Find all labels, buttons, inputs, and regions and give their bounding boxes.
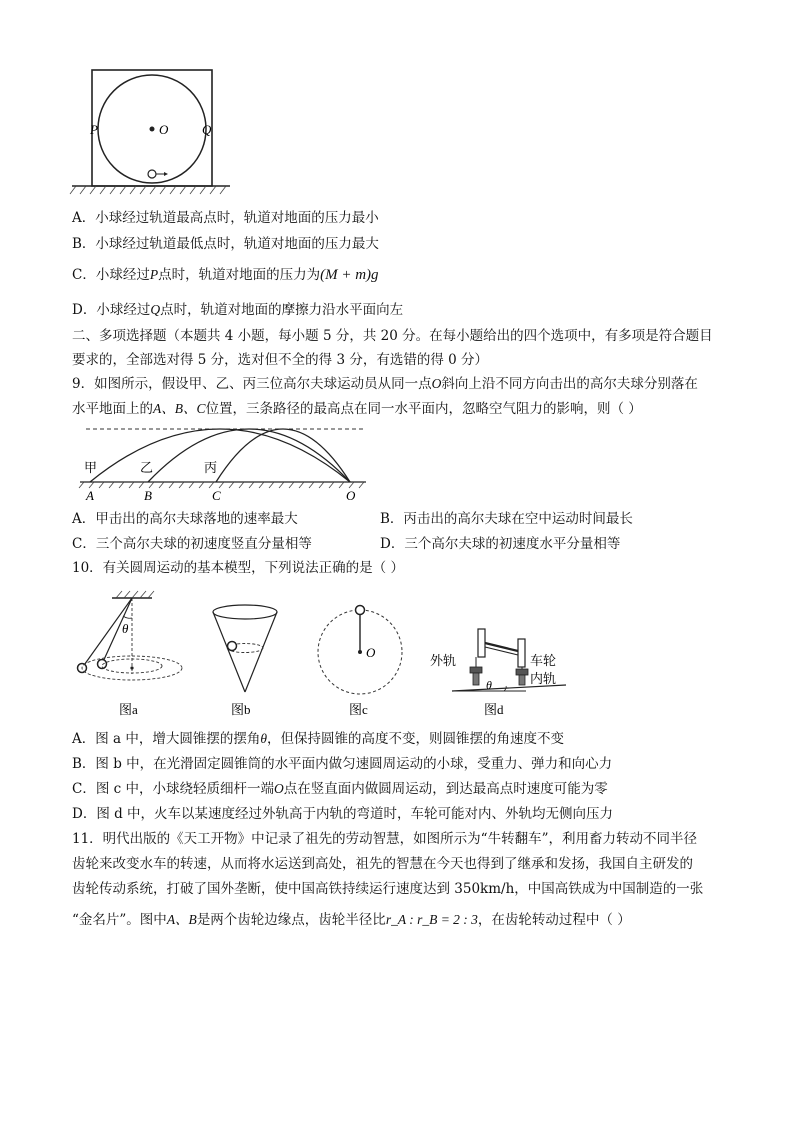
q10-option-a-post: ，但保持圆锥的高度不变，则圆锥摆的角速度不变	[267, 731, 565, 747]
q9-stem2-post: 位置，三条路径的最高点在同一水平面内，忽略空气阻力的影响，则（ ）	[205, 401, 642, 417]
q10-option-c-post: 点在竖直面内做圆周运动，到达最高点时速度可能为零	[283, 781, 608, 797]
q11-stem4-post: ，在齿轮转动过程中（ ）	[477, 912, 631, 928]
q8-track-figure	[68, 62, 233, 202]
q10-stem: 10．有关圆周运动的基本模型，下列说法正确的是（ ）	[72, 560, 404, 576]
q10-caption-b: 图b	[231, 702, 251, 717]
q9-option-a: A．甲击出的高尔夫球落地的速率最大	[72, 511, 298, 527]
q11-stem4-pre: “金名片”。图中	[72, 912, 167, 928]
q8-option-b: B．小球经过轨道最低点时，轨道对地面的压力最大	[72, 236, 379, 252]
q10-caption-d: 图d	[484, 702, 504, 717]
q10-caption-c: 图c	[349, 702, 368, 717]
q8-option-c	[72, 266, 379, 284]
q9-option-c: C．三个高尔夫球的初速度竖直分量相等	[72, 536, 312, 552]
q8-option-c-p: P	[149, 267, 159, 282]
q9-label-o: O	[346, 488, 356, 503]
q10c-label-o: O	[366, 645, 376, 660]
q9-option-d: D．三个高尔夫球的初速度水平分量相等	[380, 536, 621, 552]
q10-option-a-pre: A．图 a 中，增大圆锥摆的摆角	[72, 731, 261, 747]
q8-option-c-pre: C．小球经过	[72, 267, 150, 283]
q10-figure-d	[430, 625, 580, 720]
q9-label-b: B	[144, 488, 152, 503]
q9-stem-o: O	[431, 376, 442, 391]
q9-option-b: B．丙击出的高尔夫球在空中运动时间最长	[380, 511, 633, 527]
q8-option-d-pre: D．小球经过	[72, 302, 151, 318]
q9-stem-post: 斜向上沿不同方向击出的高尔夫球分别落在	[441, 376, 698, 392]
q11-stem-line2: 齿轮来改变水车的转速，从而将水运送到高处，祖先的智慧在今天也得到了继承和发扬，我国自主研发的	[72, 856, 693, 872]
q8-option-d-post: 点时，轨道对地面的摩擦力沿水平面向左	[160, 302, 404, 318]
q9-trajectory-figure	[78, 420, 368, 505]
q9-stem-line1	[72, 375, 698, 393]
q9-label-jia: 甲	[84, 460, 98, 475]
q10d-label-outer: 外轨	[430, 653, 457, 668]
q8-label-q: Q	[202, 122, 212, 137]
q10-figure-a	[72, 588, 197, 720]
q9-label-bing: 丙	[204, 460, 218, 475]
q10d-label-inner: 内轨	[530, 671, 557, 686]
q10d-label-theta: θ	[486, 678, 492, 692]
q11-stem-line3: 齿轮传动系统，打破了国外垄断，使中国高铁持续运行速度达到 350km/h，中国高铁成为中国制造的一张	[72, 881, 704, 897]
q8-option-a: A．小球经过轨道最高点时，轨道对地面的压力最小	[72, 210, 379, 226]
q10-caption-a: 图a	[119, 702, 138, 717]
q9-label-a: A	[86, 488, 94, 503]
section2-heading-line2: 要求的，全部选对得 5 分，选对但不全的得 3 分，有选错的得 0 分）	[72, 352, 489, 368]
q10-option-b: B．图 b 中，在光滑固定圆锥筒的水平面内做匀速圆周运动的小球，受重力、弹力和向心力	[72, 756, 613, 772]
q8-option-c-formula: (M + m)g	[320, 267, 379, 283]
q9-stem2-pre: 水平地面上的	[72, 401, 153, 417]
q10d-label-wheel: 车轮	[530, 653, 557, 668]
q10-option-c	[72, 780, 608, 798]
q10-option-a	[72, 730, 564, 748]
q10-option-c-o: O	[273, 781, 284, 796]
q8-option-d	[72, 301, 403, 319]
q8-label-p: P	[90, 122, 98, 137]
q8-option-c-mid: 点时，轨道对地面的压力为	[158, 267, 321, 283]
q10-option-d: D．图 d 中，火车以某速度经过外轨高于内轨的弯道时，车轮可能对内、外轨均无侧向压力	[72, 806, 614, 822]
q8-option-d-q: Q	[150, 302, 161, 317]
section2-heading-line1: 二、多项选择题（本题共 4 小题，每小题 5 分，共 20 分。在每小题给出的四个选项中，有多项是符合题目	[72, 328, 713, 344]
q10-figure-b	[205, 600, 285, 720]
q10-option-c-pre: C．图 c 中，小球绕轻质细杆一端	[72, 781, 274, 797]
q9-label-yi: 乙	[140, 460, 154, 475]
q8-label-o: O	[159, 122, 169, 137]
q9-stem-pre: 9．如图所示，假设甲、乙、丙三位高尔夫球运动员从同一点	[72, 376, 432, 392]
q10-option-a-theta: θ	[260, 731, 268, 746]
q10a-label-theta: θ	[122, 621, 129, 636]
q10-figure-c	[316, 600, 416, 720]
q11-stem4-mid: 是两个齿轮边缘点，齿轮半径比	[196, 912, 386, 928]
q11-stem-line4	[72, 911, 631, 929]
q11-stem4-ab: A、B	[166, 912, 197, 927]
q9-label-c: C	[212, 488, 221, 503]
q11-stem4-ratio: r_A : r_B = 2 : 3	[385, 912, 478, 927]
q9-stem2-abc: A、B、C	[153, 401, 206, 416]
q9-stem-line2	[72, 400, 642, 418]
q11-stem-line1: 11．明代出版的《天工开物》中记录了祖先的劳动智慧，如图所示为“牛转翻车”，利用畜力转动不同半径	[72, 831, 697, 847]
